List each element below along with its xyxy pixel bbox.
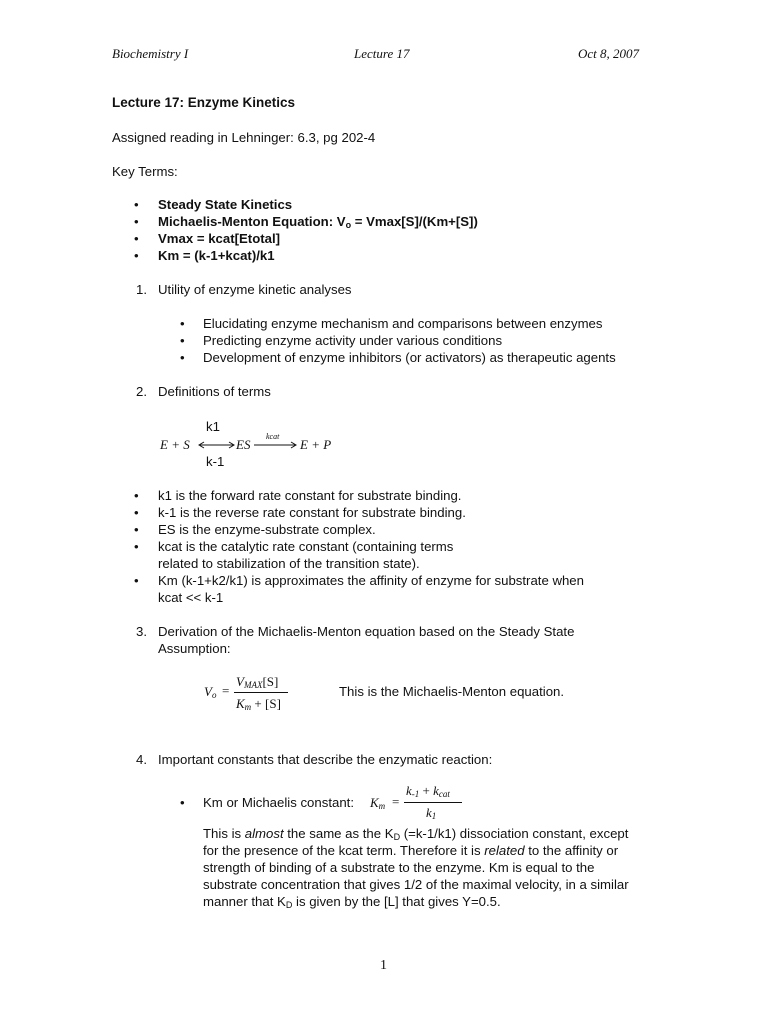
equilibrium-arrow-icon <box>196 439 236 451</box>
section-title-continued: Assumption: <box>158 641 231 656</box>
bullet-icon: • <box>180 333 185 348</box>
equation-equals: = <box>392 794 400 809</box>
section-title: Utility of enzyme kinetic analyses <box>158 282 352 297</box>
equation-numerator: $V_{MAX}[S]$ <box>236 674 279 690</box>
equation-equals: = <box>222 683 230 698</box>
rate-constant-k1: k1 <box>206 419 220 434</box>
km-text-line: This is almost the same as the $K_D$ (=k-1/k1) dissociation constant, except <box>203 826 629 842</box>
bullet-icon: • <box>134 197 139 212</box>
reactants: E + S <box>160 437 190 452</box>
enzyme-substrate-complex: ES <box>236 437 251 452</box>
fraction-bar <box>404 802 462 803</box>
definition-item: ES is the enzyme-substrate complex. <box>158 522 376 537</box>
list-item: Development of enzyme inhibitors (or activators) as therapeutic agents <box>203 350 616 365</box>
definition-item-continued: kcat << k-1 <box>158 590 224 605</box>
km-text-line: strength of binding of a substrate to the enzyme. Km is equal to the <box>203 860 595 875</box>
products: E + P <box>300 437 332 452</box>
definition-item: kcat is the catalytic rate constant (containing terms <box>158 539 454 554</box>
lecture-title: Lecture 17: Enzyme Kinetics <box>112 95 296 110</box>
km-text-line: for the presence of the kcat term. Therefore it is related to the affinity or <box>203 843 619 858</box>
key-term: Michaelis-Menton Equation: $V_o = Vmax[S]/(Km+[S])$ <box>158 214 478 230</box>
rate-constant-kcat: kcat <box>266 432 280 441</box>
section-title: Derivation of the Michaelis-Menton equation based on the Steady State <box>158 624 575 639</box>
page-number: 1 <box>380 958 387 973</box>
bullet-icon: • <box>180 795 185 810</box>
bullet-icon: • <box>180 316 185 331</box>
equation-denominator: $K_m + [S]$ <box>236 696 281 712</box>
equation-numerator: $k_{-1} + k_{cat}$ <box>406 783 450 799</box>
section-title: Important constants that describe the enzymatic reaction: <box>158 752 493 767</box>
forward-arrow-icon <box>252 439 298 451</box>
definition-item-continued: related to stabilization of the transition state). <box>158 556 420 571</box>
bullet-icon: • <box>134 505 139 520</box>
equation-lhs: $K_m$ <box>370 795 386 811</box>
assigned-reading: Assigned reading in Lehninger: 6.3, pg 202-4 <box>112 130 376 145</box>
list-item: Predicting enzyme activity under various conditions <box>203 333 503 348</box>
key-term: Km = (k-1+kcat)/k1 <box>158 248 275 263</box>
bullet-icon: • <box>134 573 139 588</box>
bullet-icon: • <box>134 214 139 229</box>
header-date: Oct 8, 2007 <box>578 46 640 61</box>
bullet-icon: • <box>134 539 139 554</box>
km-text-line: substrate concentration that gives 1/2 of the maximal velocity, in a similar <box>203 877 629 892</box>
equation-caption: This is the Michaelis-Menton equation. <box>339 684 565 699</box>
equation-lhs: $V_o$ <box>204 684 217 700</box>
definition-item: Km (k-1+k2/k1) is approximates the affinity of enzyme for substrate when <box>158 573 584 588</box>
definition-item: k1 is the forward rate constant for substrate binding. <box>158 488 462 503</box>
key-terms-heading: Key Terms: <box>112 164 178 179</box>
key-term: Steady State Kinetics <box>158 197 293 212</box>
rate-constant-k-1: k-1 <box>206 454 225 469</box>
bullet-icon: • <box>134 522 139 537</box>
fraction-bar <box>234 692 288 693</box>
km-label: Km or Michaelis constant: <box>203 795 354 810</box>
bullet-icon: • <box>134 488 139 503</box>
section-title: Definitions of terms <box>158 384 271 399</box>
km-text-line: manner that $K_D$ is given by the [L] that gives Y=0.5. <box>203 894 501 910</box>
section-number: 2. <box>136 384 147 399</box>
equation-denominator: $k_1$ <box>426 805 437 821</box>
definition-item: k-1 is the reverse rate constant for substrate binding. <box>158 505 466 520</box>
section-number: 4. <box>136 752 147 767</box>
header-course: Biochemistry I <box>112 46 189 61</box>
bullet-icon: • <box>134 231 139 246</box>
section-number: 3. <box>136 624 147 639</box>
bullet-icon: • <box>180 350 185 365</box>
bullet-icon: • <box>134 248 139 263</box>
list-item: Elucidating enzyme mechanism and comparisons between enzymes <box>203 316 603 331</box>
key-term: Vmax = kcat[Etotal] <box>158 231 281 246</box>
section-number: 1. <box>136 282 147 297</box>
header-lecture: Lecture 17 <box>354 46 410 61</box>
